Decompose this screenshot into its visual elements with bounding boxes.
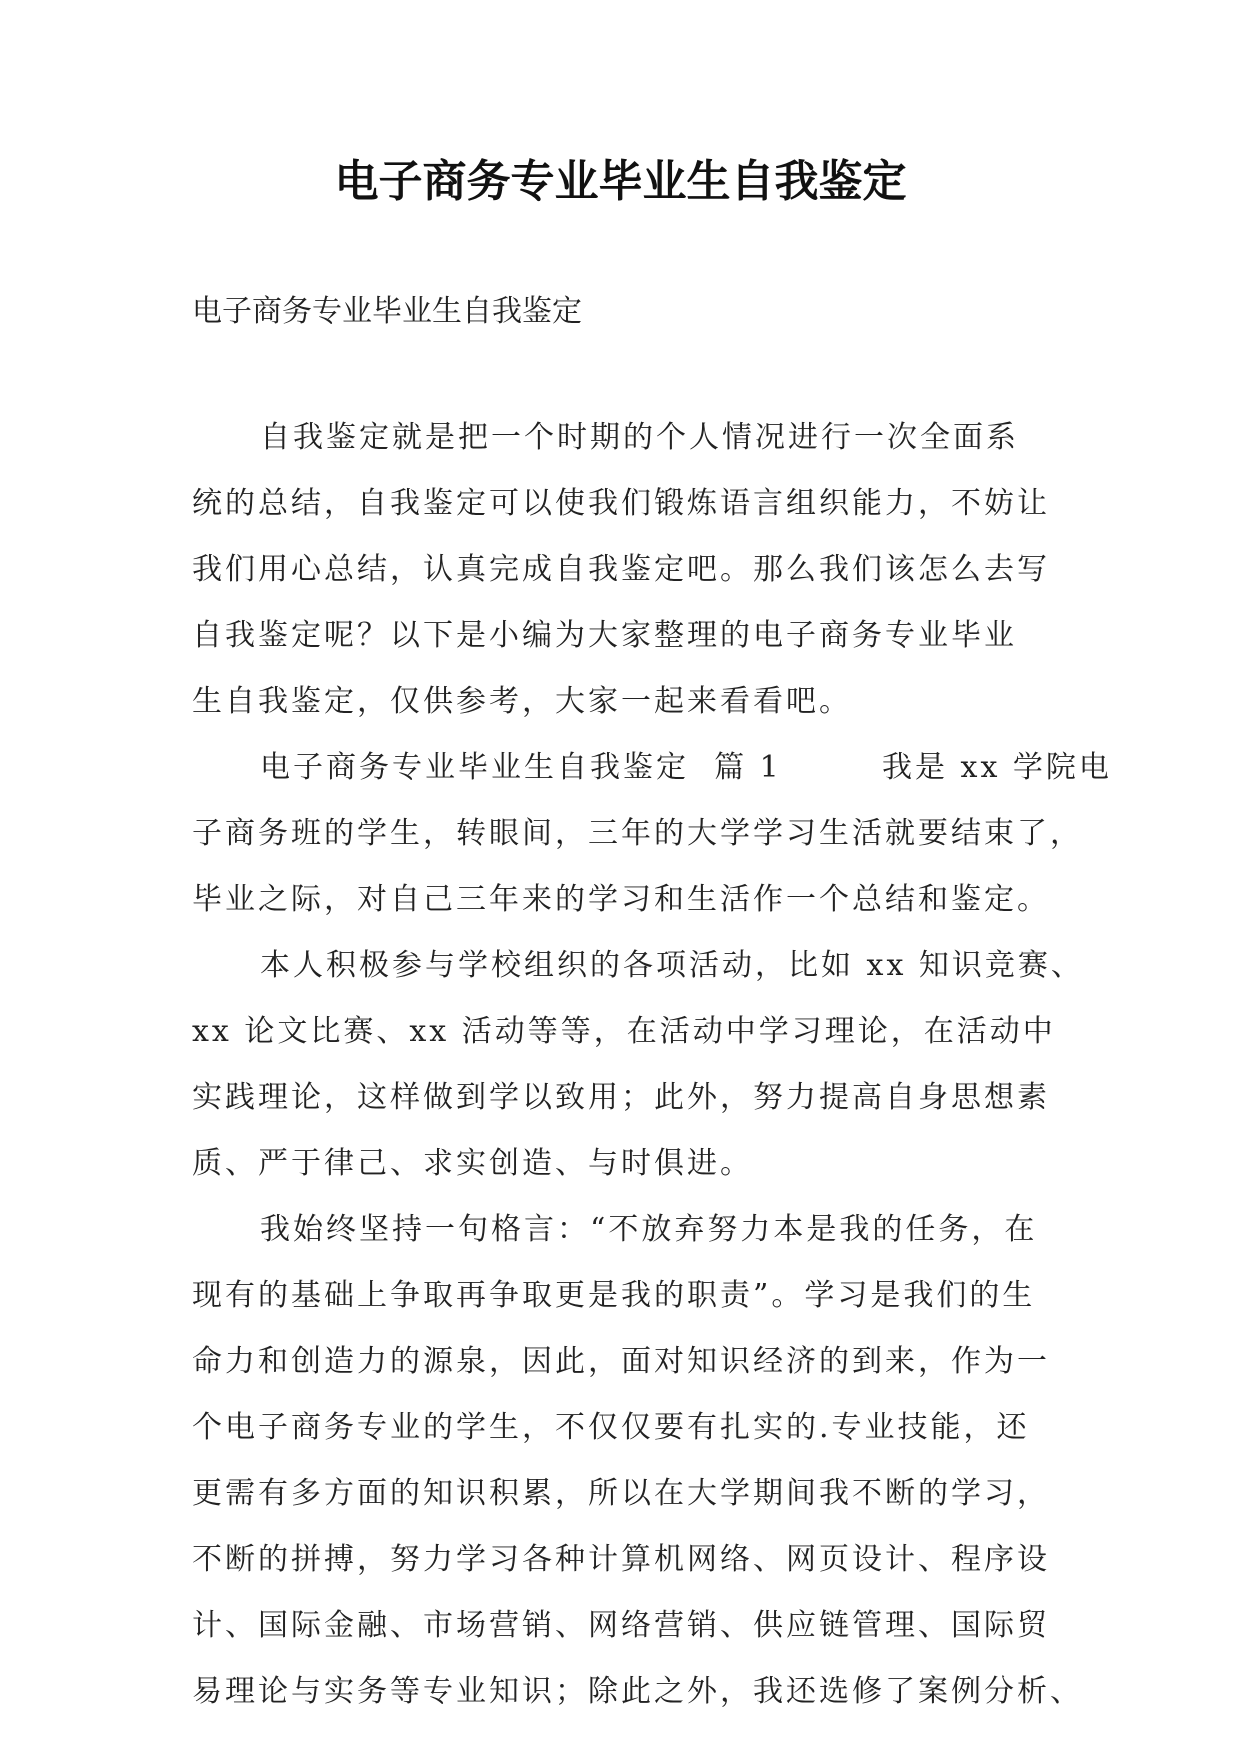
body-line: 自我鉴定呢？以下是小编为大家整理的电子商务专业毕业 bbox=[192, 618, 1017, 653]
body-line: 质、严于律己、求实创造、与时俱进。 bbox=[192, 1146, 753, 1181]
document-body bbox=[192, 405, 1112, 1725]
body-line: 个电子商务专业的学生，不仅仅要有扎实的.专业技能，还 bbox=[192, 1410, 1030, 1445]
body-line: 生自我鉴定，仅供参考，大家一起来看看吧。 bbox=[192, 684, 852, 719]
body-line: 易理论与实务等专业知识；除此之外，我还选修了案例分析、 bbox=[192, 1674, 1083, 1709]
body-line: 电子商务专业毕业生自我鉴定 篇 1 我是 xx 学院电 bbox=[260, 750, 1112, 785]
body-line: 我们用心总结，认真完成自我鉴定吧。那么我们该怎么去写 bbox=[192, 552, 1050, 587]
body-line: 毕业之际，对自己三年来的学习和生活作一个总结和鉴定。 bbox=[192, 882, 1050, 917]
body-line: 计、国际金融、市场营销、网络营销、供应链管理、国际贸 bbox=[192, 1608, 1050, 1643]
body-line: 实践理论，这样做到学以致用；此外，努力提高自身思想素 bbox=[192, 1080, 1050, 1115]
document-title: 电子商务专业毕业生自我鉴定 bbox=[334, 156, 907, 207]
body-line: 子商务班的学生，转眼间，三年的大学学习生活就要结束了， bbox=[192, 816, 1083, 851]
body-line: 我始终坚持一句格言：“不放弃努力本是我的任务，在 bbox=[260, 1212, 1038, 1247]
document-subtitle: 电子商务专业毕业生自我鉴定 bbox=[192, 294, 582, 329]
body-line: 现有的基础上争取再争取更是我的职责”。学习是我们的生 bbox=[192, 1278, 1036, 1313]
body-line: xx 论文比赛、xx 活动等等，在活动中学习理论，在活动中 bbox=[192, 1014, 1056, 1049]
body-line: 更需有多方面的知识积累，所以在大学期间我不断的学习， bbox=[192, 1476, 1050, 1511]
body-line: 命力和创造力的源泉，因此，面对知识经济的到来，作为一 bbox=[192, 1344, 1050, 1379]
body-line: 自我鉴定就是把一个时期的个人情况进行一次全面系 bbox=[260, 420, 1019, 455]
body-line: 统的总结，自我鉴定可以使我们锻炼语言组织能力，不妨让 bbox=[192, 486, 1050, 521]
body-line: 本人积极参与学校组织的各项活动，比如 xx 知识竞赛、 bbox=[260, 948, 1084, 983]
body-line: 不断的拼搏，努力学习各种计算机网络、网页设计、程序设 bbox=[192, 1542, 1050, 1577]
